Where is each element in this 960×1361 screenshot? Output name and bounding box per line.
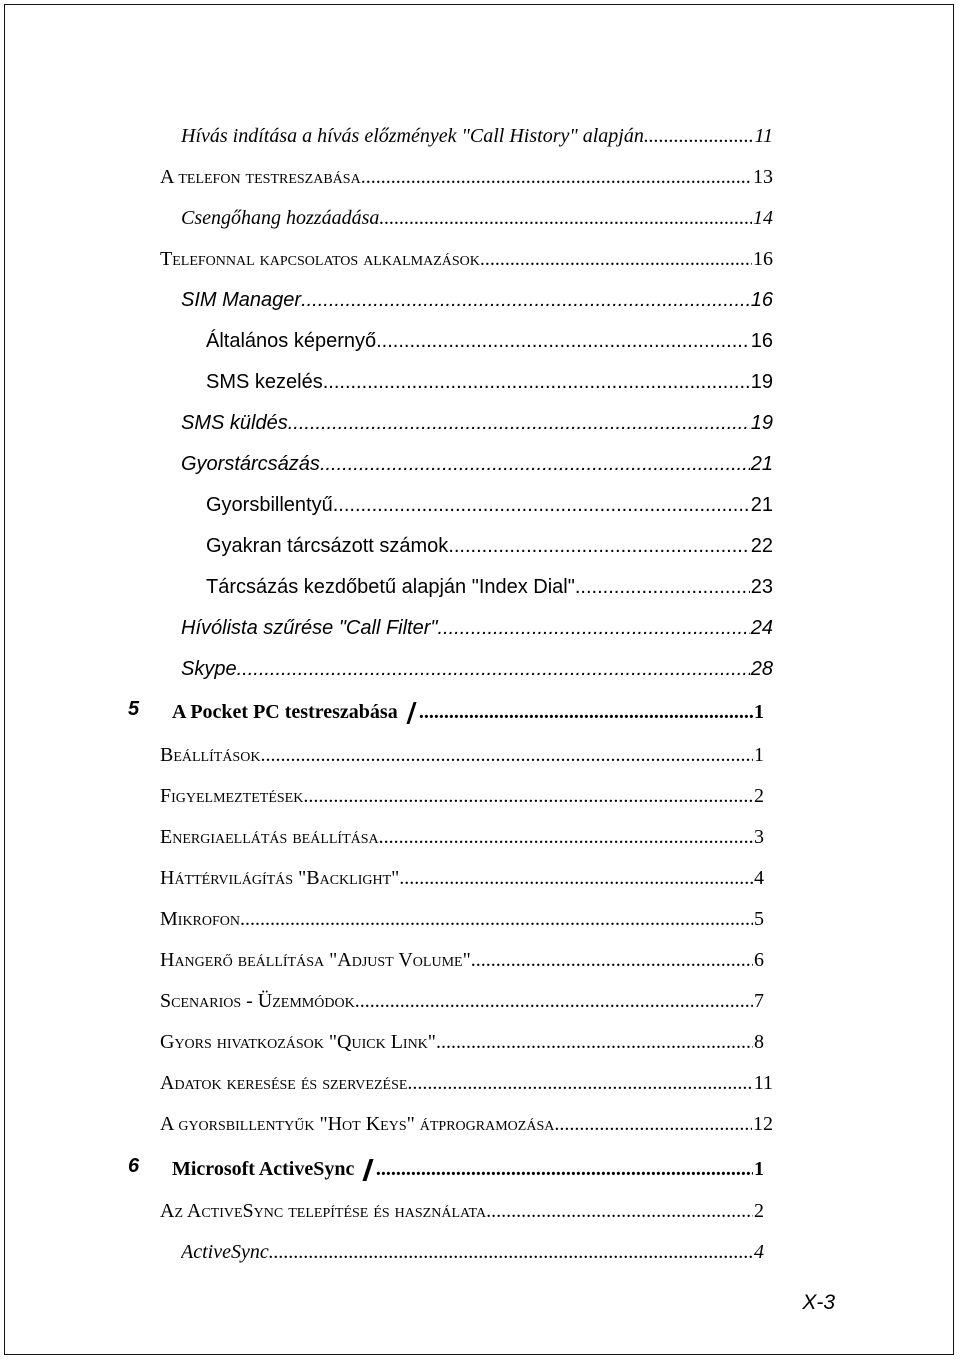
toc-entry-title: Energiaellátás beállítása — [160, 826, 379, 848]
dot-leader — [361, 166, 752, 189]
toc-entry-title: SMS kezelés — [206, 371, 323, 393]
toc-entry — [160, 1061, 773, 1095]
toc-entry-title: ActiveSync — [181, 1241, 269, 1263]
toc-entry-page: 2 — [754, 785, 764, 807]
toc-entry-title: Gyorsbillentyű — [206, 494, 333, 516]
dot-leader — [437, 617, 749, 640]
toc-entry-title: A Pocket PC testreszabása — [172, 701, 398, 723]
toc-entry — [181, 401, 773, 435]
toc-entry — [160, 815, 764, 849]
toc-entry-page: 8 — [754, 1031, 764, 1053]
page-number: X-3 — [802, 1291, 835, 1314]
toc-entry-page: 19 — [750, 371, 773, 393]
toc-entry-page: 16 — [750, 289, 773, 311]
toc-entry-page: 7 — [754, 990, 764, 1012]
dot-leader — [554, 1113, 752, 1136]
toc-entry-page: 19 — [750, 412, 773, 434]
chapter-number: 6 — [128, 1155, 140, 1177]
toc-entry — [206, 360, 773, 394]
toc-entry-page: 11 — [753, 1072, 773, 1094]
toc-entry-page: 5 — [754, 908, 764, 930]
toc-entry-title: SIM Manager — [181, 289, 302, 311]
toc-chapter-entry — [172, 690, 764, 724]
toc-entry-title: Gyakran tárcsázott számok — [206, 535, 449, 557]
toc-entry — [181, 647, 773, 681]
pencil-icon — [363, 1159, 374, 1181]
toc-entry-page: 4 — [754, 867, 764, 889]
toc-entry-title: Általános képernyő — [206, 330, 377, 352]
toc-entry — [160, 774, 764, 808]
dot-leader — [376, 330, 750, 353]
toc-entry-title: Gyorstárcsázás — [181, 453, 320, 475]
toc-entry — [160, 897, 764, 931]
toc-entry — [160, 979, 764, 1013]
toc-entry — [206, 483, 773, 517]
toc-entry-title: Tárcsázás kezdőbetű alapján "Index Dial" — [206, 576, 575, 598]
toc-entry — [160, 237, 773, 271]
toc-entry-title: SMS küldés — [181, 412, 288, 434]
dot-leader — [237, 658, 750, 681]
toc-entry — [160, 1102, 773, 1136]
toc-entry — [181, 1230, 764, 1264]
toc-entry — [206, 319, 773, 353]
dot-leader — [379, 207, 752, 230]
toc-entry-page: 1 — [754, 701, 764, 723]
toc-entry-page: 12 — [753, 1113, 773, 1135]
toc-entry — [160, 1189, 764, 1223]
toc-entry — [181, 278, 773, 312]
toc-entry-page: 23 — [750, 576, 773, 598]
toc-entry — [181, 442, 773, 476]
toc-entry — [181, 114, 773, 148]
dot-leader — [407, 1072, 752, 1095]
toc-entry-page: 11 — [754, 125, 773, 147]
toc-entry-page: 22 — [750, 535, 773, 557]
dot-leader — [320, 453, 750, 476]
toc-entry — [206, 565, 773, 599]
dot-leader — [480, 248, 752, 271]
toc-entry-title: Hívólista szűrése "Call Filter" — [181, 617, 438, 639]
dot-leader — [419, 701, 753, 724]
dot-leader — [379, 826, 753, 849]
dot-leader — [269, 1241, 753, 1264]
toc-entry-title: Microsoft ActiveSync — [172, 1158, 355, 1180]
toc-entry — [181, 196, 773, 230]
dot-leader — [399, 867, 753, 890]
toc-entry — [206, 524, 773, 558]
toc-entry — [160, 155, 773, 189]
dot-leader — [436, 1031, 753, 1054]
toc-entry-title: A gyorsbillentyűk "Hot Keys" átprogramozása — [160, 1113, 555, 1135]
toc-entry-page: 28 — [750, 658, 773, 680]
pencil-icon — [406, 702, 416, 724]
toc-entry-title: Az ActiveSync telepítése és használata — [160, 1200, 487, 1222]
toc-entry-page: 14 — [753, 207, 773, 229]
toc-entry-page: 3 — [754, 826, 764, 848]
dot-leader — [486, 1200, 753, 1223]
toc-entry-page: 21 — [750, 494, 773, 516]
toc-entry — [160, 938, 764, 972]
toc-entry-title: Beállítások — [160, 744, 261, 766]
toc-entry-page: 13 — [753, 166, 773, 188]
dot-leader — [644, 125, 754, 148]
dot-leader — [575, 576, 750, 599]
toc-entry-title: Mikrofon — [160, 908, 241, 930]
toc-entry-title: Adatok keresése és szervezése — [160, 1072, 408, 1094]
dot-leader — [448, 535, 749, 558]
toc-entry-page: 24 — [750, 617, 773, 639]
toc-chapter-entry — [172, 1147, 764, 1181]
toc-entry-title: Skype — [181, 658, 237, 680]
toc-entry-title: Háttérvilágítás "Backlight" — [160, 867, 400, 889]
chapter-number: 5 — [128, 698, 140, 720]
dot-leader — [355, 990, 753, 1013]
toc-entry-page: 1 — [754, 744, 764, 766]
dot-leader — [288, 412, 750, 435]
toc-entry-title: Csengőhang hozzáadása — [181, 207, 380, 229]
dot-leader — [323, 371, 750, 394]
dot-leader — [333, 494, 750, 517]
toc-entry-page: 21 — [750, 453, 773, 475]
toc-entry — [181, 606, 773, 640]
toc-entry-title: Scenarios - Üzemmódok — [160, 990, 355, 1012]
toc-entry-page: 6 — [754, 949, 764, 971]
toc-entry-title: Figyelmeztetések — [160, 785, 304, 807]
toc-entry-page: 1 — [754, 1158, 764, 1180]
toc-entry-page: 16 — [753, 248, 773, 270]
dot-leader — [303, 785, 753, 808]
toc-entry — [160, 1020, 764, 1054]
toc-entry-page: 4 — [754, 1241, 764, 1263]
toc-entry-title: Hangerő beállítása "Adjust Volume" — [160, 949, 471, 971]
toc-entry — [160, 733, 764, 767]
dot-leader — [376, 1158, 753, 1181]
toc-entry-title: Gyors hivatkozások "Quick Link" — [160, 1031, 436, 1053]
toc-entry-title: Telefonnal kapcsolatos alkalmazások — [160, 248, 480, 270]
dot-leader — [240, 908, 753, 931]
toc-entry-title: A telefon testreszabása — [160, 166, 361, 188]
toc-entry-title: Hívás indítása a hívás előzmények "Call History" alapján — [181, 125, 644, 147]
dot-leader — [471, 949, 753, 972]
toc-entry — [160, 856, 764, 890]
dot-leader — [260, 744, 753, 767]
toc-entry-page: 16 — [750, 330, 773, 352]
dot-leader — [301, 289, 750, 312]
toc-entry-page: 2 — [754, 1200, 764, 1222]
